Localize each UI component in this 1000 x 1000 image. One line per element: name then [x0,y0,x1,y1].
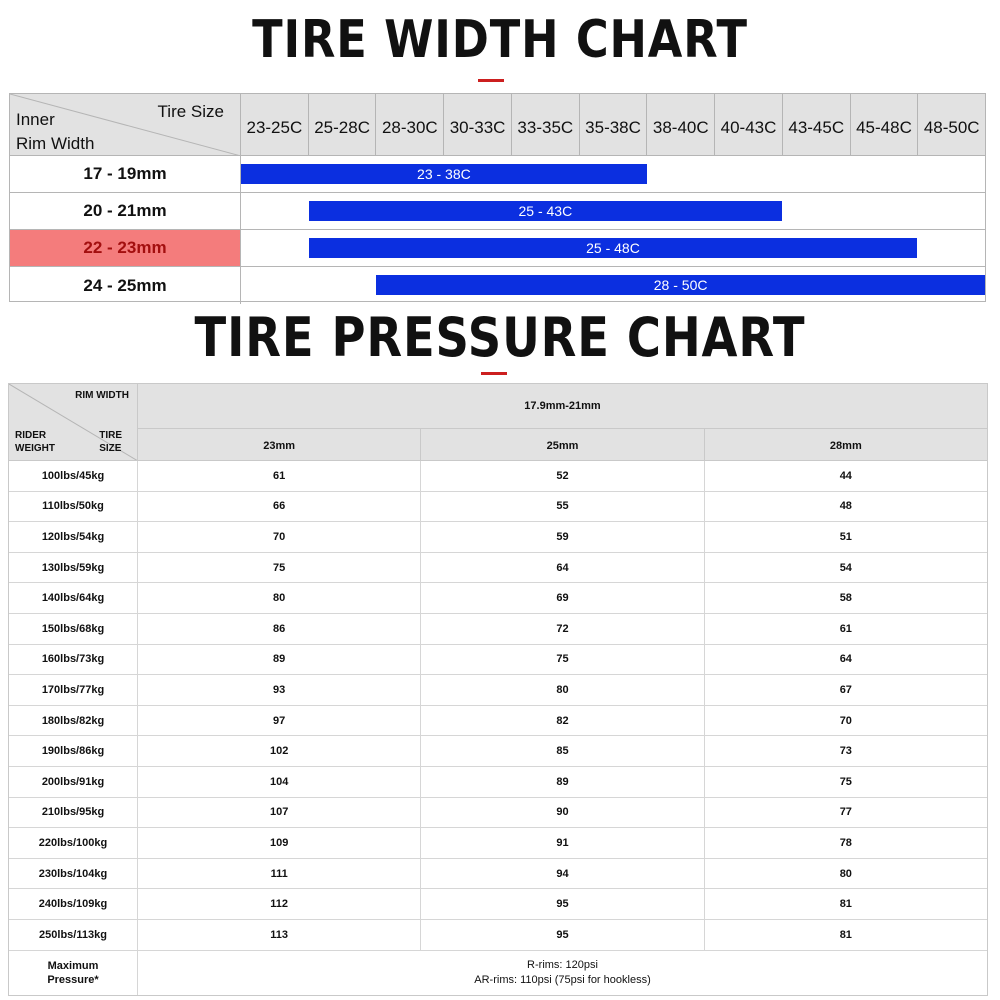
tire-width-table [9,93,986,302]
pressure-value-cell: 81 [839,898,852,911]
table-row [9,583,987,614]
pressure-value-cell: 81 [839,928,852,941]
tire-pressure-table [8,383,988,996]
compatible-range-bar: 28 - 50C [376,275,985,295]
pressure-value-cell: 73 [839,745,852,758]
table-row [9,798,987,829]
pressure-value-cell: 78 [839,836,852,849]
tire-size-header-cell: 38-40C [647,94,715,156]
table-row [9,889,987,920]
rider-weight-cell: 200lbs/91kg [9,767,138,797]
tire-size-header-cell: 45-48C [851,94,919,156]
title-accent-mark [481,372,507,375]
pressure-value-cell: 82 [421,706,704,736]
tire-size-header-cell: 28-30C [376,94,444,156]
pressure-value-cell: 91 [421,828,704,858]
rider-weight-cell: 240lbs/109kg [9,889,138,919]
pressure-value-cell: 48 [839,500,852,513]
pressure-value-cell: 109 [138,828,421,858]
width-table-corner [10,94,241,156]
width-table-row [10,230,985,267]
rider-weight-cell: 110lbs/50kg [9,492,138,522]
pressure-value-cell: 95 [421,920,704,950]
pressure-value-cell: 86 [138,614,421,644]
rider-weight-cell: 130lbs/59kg [9,553,138,583]
width-table-row [10,193,985,230]
rim-width-cell: 20 - 21mm [10,193,241,229]
pressure-value-cell: 93 [138,675,421,705]
pressure-value-cell: 69 [421,583,704,613]
maximum-pressure-label [9,951,138,995]
width-table-row [10,267,985,304]
table-row [9,920,987,951]
rider-weight-header [15,429,55,455]
pressure-value-cell: 70 [839,714,852,727]
table-row [9,461,987,492]
pressure-value-cell: 95 [421,889,704,919]
table-row [9,828,987,859]
pressure-value-cell: 89 [421,767,704,797]
maximum-pressure-value [138,951,987,995]
pressure-value-cell: 111 [138,859,421,889]
pressure-value-cell: 77 [839,806,852,819]
pressure-value-cell: 61 [138,461,421,491]
compatible-range-bar: 25 - 48C [309,238,918,258]
pressure-value-cell: 85 [421,736,704,766]
pressure-value-cell: 61 [839,622,852,635]
tire-width-chart-title: TIRE WIDTH CHART [252,10,748,70]
rim-width-cell: 22 - 23mm [10,230,241,266]
tire-size-columns [241,94,985,156]
title-accent-mark [478,79,504,82]
tire-size-header-cell: 25-28C [309,94,377,156]
inner-rim-width-label [16,108,94,156]
table-row [9,553,987,584]
tire-size-header-cell: 23-25C [241,94,309,156]
table-row [9,614,987,645]
pressure-value-cell: 66 [138,492,421,522]
tire-size-header-cell: 40-43C [715,94,783,156]
pressure-value-cell: 64 [421,553,704,583]
rim-width-header: RIM WIDTH [75,390,129,401]
rim-width-value: 17.9mm-21mm [138,384,987,429]
pressure-value-cell: 89 [138,645,421,675]
pressure-value-cell: 104 [138,767,421,797]
rider-weight-cell: 140lbs/64kg [9,583,138,613]
rider-weight-cell: 150lbs/68kg [9,614,138,644]
pressure-value-cell: 58 [839,592,852,605]
pressure-value-cell: 112 [138,889,421,919]
tire-label: TIRE [99,430,122,441]
table-row [9,767,987,798]
rider-label: RIDER [15,430,47,441]
rider-weight-cell: 190lbs/86kg [9,736,138,766]
pressure-value-cell: 97 [138,706,421,736]
pressure-value-cell: 90 [421,798,704,828]
pressure-value-cell: 80 [839,867,852,880]
pressure-value-cell: 51 [839,530,852,543]
tire-size-header-cell: 25mm [421,429,704,460]
inner-label: Inner [16,110,55,129]
table-row [9,522,987,553]
tire-pressure-chart-title: TIRE PRESSURE CHART [194,306,806,369]
pressure-value-cell: 75 [839,775,852,788]
tire-size-header-cell: 23mm [138,429,421,460]
compatible-range-bar: 23 - 38C [241,164,647,184]
width-table-row [10,156,985,193]
pressure-value-cell: 64 [839,653,852,666]
rider-weight-cell: 160lbs/73kg [9,645,138,675]
table-row [9,675,987,706]
pressure-value-cell: 67 [839,683,852,696]
pressure-value-cell: 44 [839,469,852,482]
table-row [9,492,987,523]
pressure-value-cell: 72 [421,614,704,644]
weight-label: WEIGHT [15,443,55,454]
tire-size-header-cell: 43-45C [783,94,851,156]
compatible-range-bar: 25 - 43C [309,201,782,221]
pressure-value-cell: 113 [138,920,421,950]
pressure-label: Pressure* [47,974,99,986]
pressure-table-corner [9,384,138,461]
rider-weight-cell: 250lbs/113kg [9,920,138,950]
pressure-value-cell: 80 [138,583,421,613]
table-row [9,645,987,676]
size-label: SIZE [99,443,122,454]
rim-width-cell: 17 - 19mm [10,156,241,192]
pressure-value-cell: 75 [421,645,704,675]
pressure-value-cell: 107 [138,798,421,828]
tire-size-header-cell: 30-33C [444,94,512,156]
pressure-value-cell: 75 [138,553,421,583]
rider-weight-cell: 100lbs/45kg [9,461,138,491]
pressure-value-cell: 80 [421,675,704,705]
table-row [9,706,987,737]
pressure-value-cell: 59 [421,522,704,552]
tire-size-header-cell: 28mm [829,439,862,452]
pressure-value-cell: 52 [421,461,704,491]
r-rims-pressure: R-rims: 120psi [527,959,598,971]
pressure-table-rows [9,461,987,951]
rider-weight-cell: 180lbs/82kg [9,706,138,736]
tire-size-header [99,429,122,455]
pressure-value-cell: 54 [839,561,852,574]
table-row [9,736,987,767]
maximum-pressure-row [9,951,987,995]
rider-weight-cell: 120lbs/54kg [9,522,138,552]
pressure-value-cell: 55 [421,492,704,522]
rider-weight-cell: 170lbs/77kg [9,675,138,705]
table-row [9,859,987,890]
tire-size-label: Tire Size [157,102,224,121]
rider-weight-cell: 210lbs/95kg [9,798,138,828]
ar-rims-pressure: AR-rims: 110psi (75psi for hookless) [474,974,651,986]
pressure-value-cell: 102 [138,736,421,766]
tire-size-header-cell: 48-50C [923,118,980,137]
pressure-tire-size-columns [138,429,987,461]
pressure-value-cell: 94 [421,859,704,889]
rim-width-label: Rim Width [16,134,95,153]
rider-weight-cell: 220lbs/100kg [9,828,138,858]
width-table-header [10,94,985,156]
tire-size-header-cell: 35-38C [580,94,648,156]
rider-weight-cell: 230lbs/104kg [9,859,138,889]
pressure-value-cell: 70 [138,522,421,552]
rim-width-cell: 24 - 25mm [10,267,241,304]
maximum-label: Maximum [47,960,99,972]
tire-size-header-cell: 33-35C [512,94,580,156]
